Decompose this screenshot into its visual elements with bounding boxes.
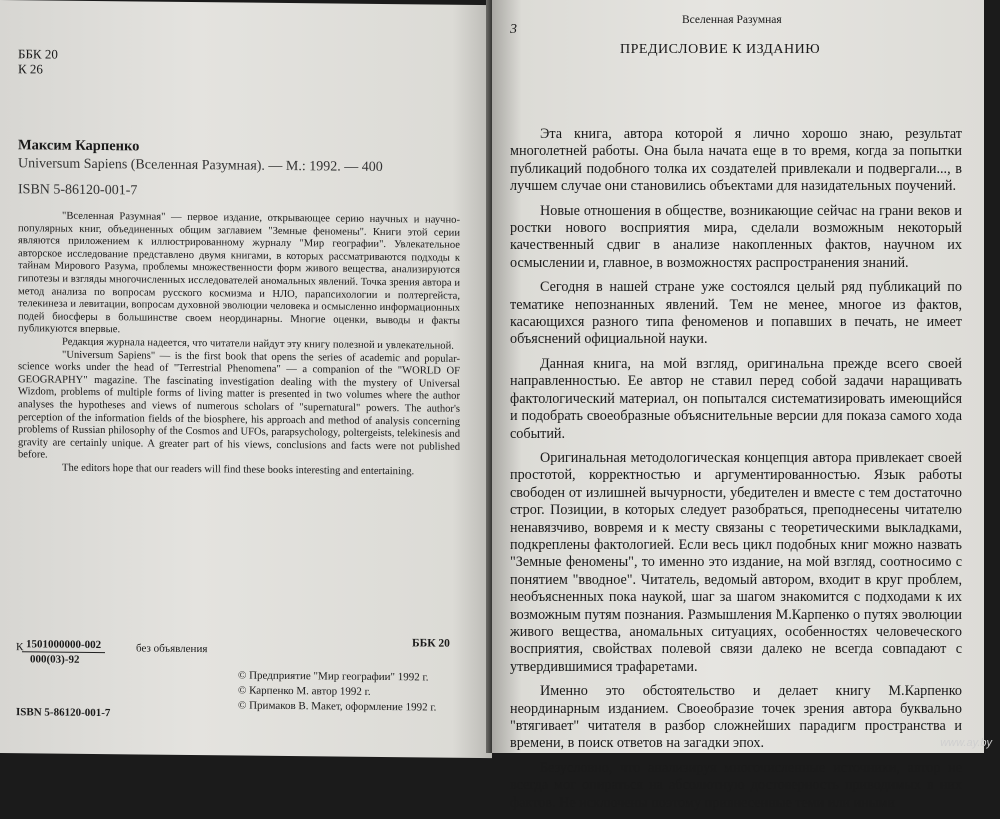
- annotation-paragraph: "Вселенная Разумная" — первое издание, открывающее серию научных и научно-популярных книг, объединенных общим заглавием "Земные феномены". Книги этой серии являются приложением к иллюстрированному журналу "Мир географии". Увлекательное авторское исследование представлено двумя книгами, в которых рассматриваются подходы к тайнам Мирового Разума, проблемы множественности форм живого вещества, анализируются гипотезы и взгляды многочисленных исследователей аномальных явлений. Точка зрения автора и метод анализа по вопросам русского космизма и НЛО, парапсихологии и полтергейста, телекинеза и левитации, вопросам духовной эволюции человека и осмысленно информационных подей биосферы в большинстве своем неординарны. Многие оценки, выводы и факты публикуются впервые.: [18, 210, 460, 336]
- isbn-top: ISBN 5-86120-001-7: [18, 182, 138, 199]
- annotation: [18, 210, 460, 479]
- right-page: [492, 0, 984, 811]
- author-name: Максим Карпенко: [18, 137, 140, 155]
- isbn-bottom: ISBN 5-86120-001-7: [16, 706, 111, 720]
- body-paragraph: Безусловно, что анализируя многочисленные источники, автор не всегда мог опираться на абсолютную достоверность приводимых в них фактов. Не исключены поэтому привнесенные теми или иными: [510, 759, 962, 811]
- annotation-paragraph: The editors hope that our readers will find these books interesting and entertaining.: [62, 462, 415, 478]
- copyright-line: © Предприятие "Мир географии" 1992 г.: [238, 669, 429, 684]
- bbk-index: [18, 46, 58, 76]
- preface-body: [510, 126, 962, 819]
- no-ads-note: без объявления: [136, 642, 208, 656]
- annotation-paragraph: Редакция журнала надеется, что читатели найдут эту книгу полезной и увлекательной.: [62, 336, 454, 352]
- copyright-line: © Примаков В. Макет, оформление 1992 г.: [238, 699, 437, 714]
- left-page: [0, 0, 492, 758]
- k-letter: К: [16, 641, 24, 654]
- site-watermark: www.ay.by: [940, 737, 992, 749]
- bbk-line: К 26: [18, 61, 43, 77]
- catalog-fraction: [22, 637, 105, 667]
- running-head: Вселенная Разумная: [682, 14, 782, 26]
- body-paragraph: Сегодня в нашей стране уже состоялся целый ряд публикаций по тематике непознанных явлений. Тем не менее, многое из фактов, касающихся разного типа феноменов и попавших в печать, не имеет объяснений официальной науки.: [510, 279, 962, 348]
- body-paragraph: Именно это обстоятельство и делает книгу М.Карпенко неординарным изданием. Своеобразие точек зрения автора буквально "втягивает" читателя в разбор сложнейших парадигм пространства и времени, в поиск ответов на загадки эпох.: [510, 683, 962, 752]
- copyright-line: © Карпенко М. автор 1992 г.: [238, 684, 371, 698]
- fraction-denominator: 000(03)-92: [30, 653, 80, 666]
- bibliographic-title: Universum Sapiens (Вселенная Разумная). — М.: 1992. — 400: [18, 156, 383, 176]
- preface-heading: ПРЕДИСЛОВИЕ К ИЗДАНИЮ: [620, 42, 821, 57]
- annotation-paragraph: "Universum Sapiens" — is the first book that opens the series of academic and popular-science works under the head of "Terrestrial Phenomena" — a companion of the "WORLD OF GEOGRAPHY" magazine. The fascinating investigation dealing with the mystery of Universal Wizdom, problems of multiple forms of living matter is presented in two volumes where the author analyses the hypotheses and views of numerous scholars of "supernatural" powers. The author's perception of the information fields of the biosphere, his approach and method of analysis concerning problems of Russian philosophy of the Cosmos and UFOs, parapsychology, poltergeists, telekinesis and gravity are certainly unique. A greater part of his views, conclusions and facts were not published before.: [18, 349, 460, 461]
- bbk-bottom: ББК 20: [412, 637, 450, 650]
- body-paragraph: Данная книга, на мой взгляд, оригинальна прежде всего своей направленностью. Ее автор не ставил перед собой задачи наращивать фактологический материал, он попытался систематизировать имеющийся и подобрать своеобразные объяснительные версии для показа самого хода событий.: [510, 355, 962, 442]
- page-number: 3: [510, 22, 517, 37]
- fraction-numerator: 1501000000-002: [22, 637, 105, 653]
- body-paragraph: Эта книга, автора которой я лично хорошо знаю, результат многолетней работы. Она была начата еще в то время, когда за попытки публикаций подобного толка их создателей привлекали и подвергали..., в лучшем случае они становились объектами для назидательных поучений.: [510, 126, 962, 195]
- copyright-block: [238, 668, 436, 715]
- body-paragraph: Новые отношения в обществе, возникающие сейчас на грани веков и ростки нового восприятия мира, сделали возможным некоторый качественный сдвиг в анализе накопленных фактов, научном их осмыслении и, главное, в возможностях распространения знаний.: [510, 202, 962, 271]
- bbk-line: ББК 20: [18, 46, 58, 62]
- body-paragraph: Оригинальная методологическая концепция автора привлекает своей простотой, корректностью и аргументированностью. Язык работы свободен от излишней вычурности, убедителен и вместе с тем достаточно строг. Позиции, в которых следует разобраться, преподнесены читателю ненавязчиво, вовремя и к месту связаны с теоретическими выкладками, подкреплены фактологией. Если весь цикл подобных книг можно назвать "Земные феномены", то именно это издание, на мой взгляд, соотносимо с понятием "вводное". Читатель, ведомый автором, входит в круг проблем, необъясненных пока наукой, шаг за шагом знакомится с подходами к их возможным путям познания. Размышления М.Карпенко о путях эволюции живого вещества, аномальных ситуациях, особенностях человеческого восприятия, свойствах полевой связи далеко не всегда совпадают с утвердившимися трафаретами.: [510, 449, 962, 675]
